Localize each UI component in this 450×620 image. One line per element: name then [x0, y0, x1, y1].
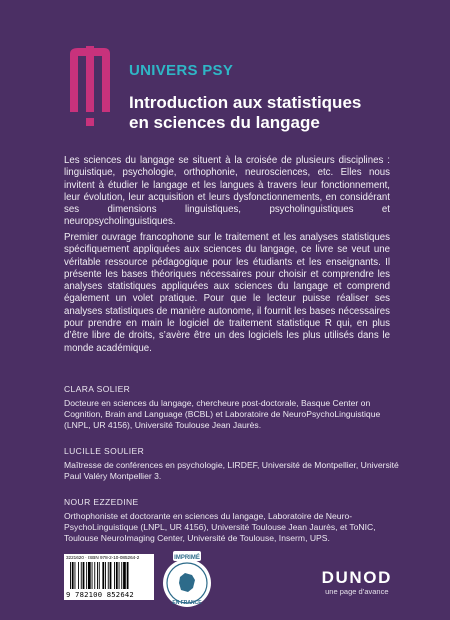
- barcode-bar: [110, 562, 112, 589]
- publisher-tagline: une page d’avance: [325, 587, 389, 596]
- barcode-bar: [116, 562, 118, 589]
- author-block: [64, 497, 400, 544]
- author-description: Docteure en sciences du langage, chercheure post-doctorale, Basque Center on Cognition, Brain and Language (BCBL) et Laboratoire de NeuroPsychoLinguistique (LNPL, UR 4156), Université Toulouse Jean Jaurès.: [64, 398, 381, 430]
- barcode-bars: [70, 562, 150, 589]
- barcode-bar: [97, 562, 98, 589]
- author-block: [64, 446, 400, 482]
- book-title: [129, 93, 419, 133]
- barcode-bar: [123, 562, 126, 589]
- badge-top-text: IMPRIMÉ: [174, 555, 200, 561]
- isbn-barcode: [64, 554, 154, 600]
- publisher-logo: [322, 568, 392, 596]
- barcode-bar: [75, 562, 76, 589]
- barcode-bar: [119, 562, 120, 589]
- description-paragraph-1: Les sciences du langage se situent à la croisée de plusieurs disciplines : linguistique, psychologie, orthophonie, neurosciences, etc. Elles nous invitent à étudier le langage et les langues à travers leur fonctionnement, leur évolution, leur acquisition et leurs dysfonctionnements, en considérant ses dimensions linguistiques, psycholinguistiques et neuropsycholinguistiques.: [64, 155, 390, 228]
- barcode-bar: [92, 562, 93, 589]
- barcode-bar: [72, 562, 74, 589]
- author-name: NOUR EZZEDINE: [64, 497, 139, 507]
- barcode-top-text: 3221620 · ISBN 978-2-10-085264-2: [66, 555, 140, 560]
- barcode-bar: [70, 562, 71, 589]
- barcode-bar: [94, 562, 95, 589]
- badge-bottom-text: EN FRANCE: [172, 600, 202, 606]
- imprime-en-france-badge-icon: [161, 549, 213, 613]
- book-title-line-1: Introduction aux statistiques: [129, 93, 362, 112]
- barcode-bar: [114, 562, 115, 589]
- barcode-bar: [88, 562, 91, 589]
- barcode-bar: [102, 562, 104, 589]
- description-paragraph-2: Premier ouvrage francophone sur le traitement et les analyses statistiques spécifiquement appliquées aux sciences du langage, ce livre se veut une véritable ressource pédagogique pour les étudiants et les enseignants. Il présente les bases théoriques nécessaires pour choisir et comprendre les analyses statistiques appliquées aux sciences du langage et comprend également un volet pratique. Pour que le lecteur puisse réaliser ses analyses statistiques de manière autonome, il fournit les bases nécessaires pour prendre en main le logiciel de traitement statistique R qui, en plus d’être libre de droits, s’avère être un des logiciels les plus utilisés dans le monde académique.: [64, 232, 390, 354]
- barcode-bar: [121, 562, 122, 589]
- series-name: UNIVERS PSY: [129, 62, 234, 79]
- barcode-bar: [86, 562, 87, 589]
- univers-psy-logo-icon: [68, 46, 122, 130]
- barcode-number: 9 782100 852642: [66, 590, 134, 599]
- author-name: CLARA SOLIER: [64, 384, 131, 394]
- barcode-bar: [108, 562, 109, 589]
- book-title-line-2: en sciences du langage: [129, 113, 320, 132]
- barcode-bar: [127, 562, 129, 589]
- barcode-bar: [105, 562, 106, 589]
- barcode-bar: [81, 562, 82, 589]
- author-name: LUCILLE SOULIER: [64, 446, 145, 456]
- author-block: [64, 384, 400, 431]
- author-description: Maîtresse de conférences en psychologie, LIRDEF, Université de Montpellier, Université Paul Valéry Montpellier 3.: [64, 460, 399, 481]
- publisher-name: DUNOD: [321, 568, 392, 587]
- barcode-bar: [99, 562, 100, 589]
- barcode-bar: [83, 562, 85, 589]
- barcode-bar: [78, 562, 79, 589]
- author-description: Orthophoniste et doctorante en sciences du langage, Laboratoire de Neuro-PsychoLinguistique (LNPL, UR 4156), Université Toulouse Jean Jaurès, et ToNIC, Toulouse NeuroImaging Center, Université de Toulouse, Inserm, UPS.: [64, 511, 376, 543]
